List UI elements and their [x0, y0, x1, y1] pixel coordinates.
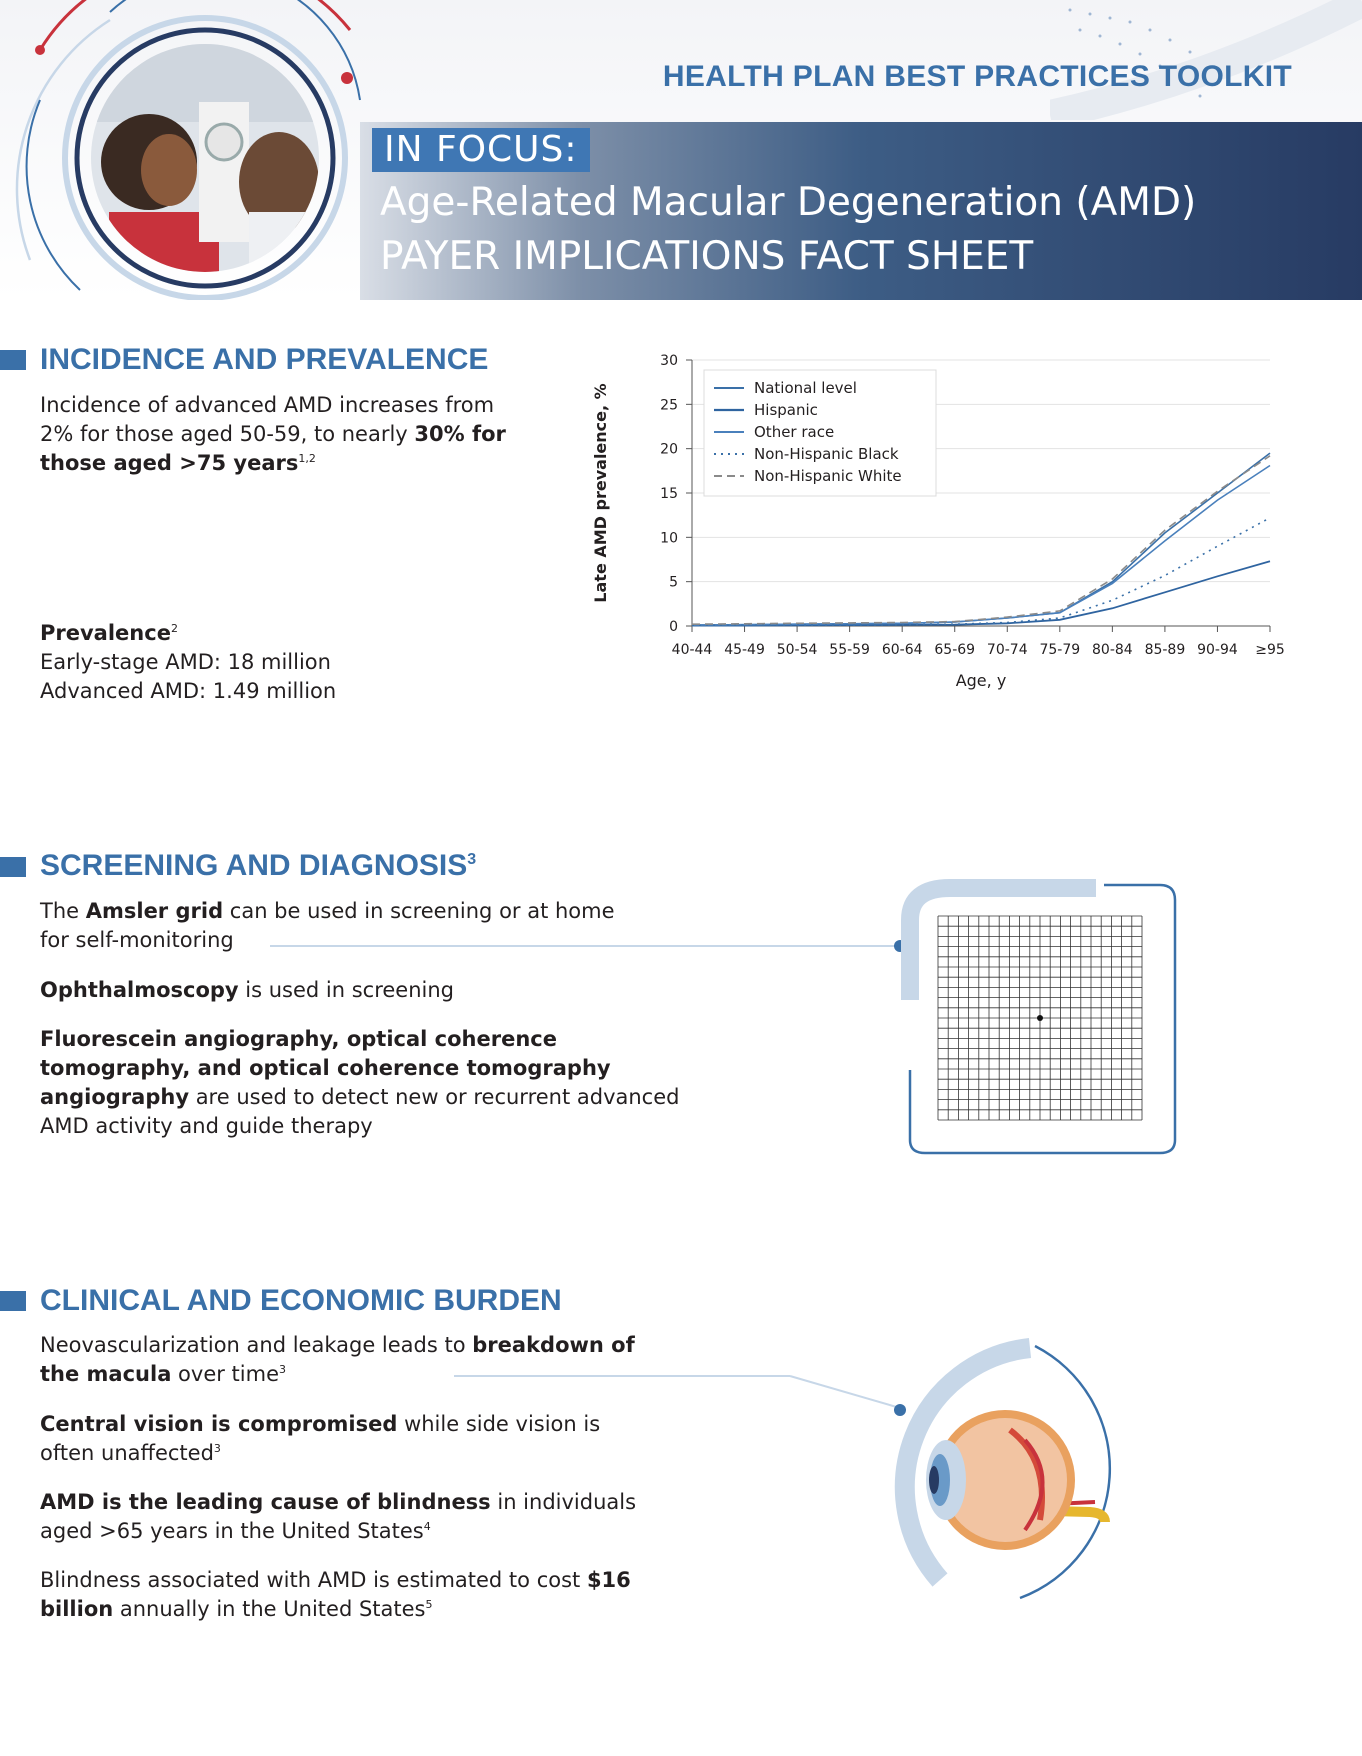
- legend-label: National level: [754, 379, 857, 397]
- toolkit-title: HEALTH PLAN BEST PRACTICES TOOLKIT: [662, 60, 1292, 93]
- page-subtitle: PAYER IMPLICATIONS FACT SHEET: [380, 234, 1034, 279]
- macula-text: Neovascularization and leakage leads to breakdown of the macula over time$^3$: [40, 1333, 635, 1386]
- series-line: [692, 518, 1270, 626]
- section-marker: [0, 1291, 26, 1311]
- amsler-text: The Amsler grid can be used in screening or at home for self-monitoring: [40, 899, 615, 952]
- prevalence-block: Prevalence$^2$ Early-stage AMD: 18 million Advanced AMD: 1.49 million: [40, 619, 460, 706]
- x-tick-label: 45-49: [724, 642, 765, 658]
- ophthalmoscopy-text: Ophthalmoscopy is used in screening: [40, 978, 455, 1002]
- x-tick-label: 75-79: [1039, 642, 1081, 658]
- in-focus-label: IN FOCUS:: [372, 128, 590, 172]
- incidence-text: Incidence of advanced AMD increases from 2% for those aged 50-59, to nearly 30% for those aged >75 years$^{1,2}$: [40, 393, 506, 475]
- eye-anatomy-icon: [926, 1410, 1105, 1550]
- x-tick-label: 40-44: [671, 642, 713, 658]
- y-tick-label: 10: [660, 530, 678, 547]
- y-tick-label: 20: [660, 441, 678, 458]
- x-tick-label: 80-84: [1092, 642, 1133, 658]
- y-tick-label: 15: [660, 486, 678, 502]
- amsler-grid-graphic: [260, 870, 1320, 1160]
- y-axis-label: Late AMD prevalence, %: [591, 383, 610, 603]
- cost-text: Blindness associated with AMD is estimated to cost $16 billion annually in the United States$^5$: [40, 1568, 631, 1621]
- legend-label: Non-Hispanic White: [754, 467, 902, 485]
- series-line: [692, 561, 1270, 625]
- x-tick-label: 85-89: [1144, 642, 1186, 658]
- angiography-text: Fluorescein angiography, optical coherence tomography, and optical coherence tomography angiography are used to detect new or recurrent advanced AMD activity and guide therapy: [40, 1027, 680, 1138]
- x-tick-label: 55-59: [829, 642, 870, 658]
- y-tick-label: 0: [669, 619, 678, 635]
- x-tick-label: ≥95: [1255, 642, 1285, 658]
- screening-heading: SCREENING AND DIAGNOSIS$^3$: [40, 849, 477, 882]
- y-tick-label: 5: [669, 574, 678, 591]
- central-vision-text: Central vision is compromised while side vision is often unaffected$^3$: [40, 1412, 601, 1465]
- y-tick-label: 25: [660, 397, 678, 414]
- x-tick-label: 65-69: [934, 642, 976, 658]
- legend-label: Non-Hispanic Black: [754, 445, 899, 463]
- x-tick-label: 60-64: [881, 642, 923, 658]
- x-axis-label: Age, y: [955, 671, 1007, 690]
- page-title: Age-Related Macular Degeneration (AMD): [380, 180, 1197, 225]
- early-stage-text: Early-stage AMD: 18 million: [40, 650, 331, 674]
- incidence-heading: INCIDENCE AND PREVALENCE: [40, 343, 489, 376]
- advanced-text: Advanced AMD: 1.49 million: [40, 679, 337, 703]
- x-tick-label: 50-54: [776, 642, 818, 658]
- x-tick-label: 70-74: [986, 642, 1028, 658]
- y-tick-label: 30: [660, 353, 678, 369]
- amsler-center-dot: [1037, 1015, 1043, 1021]
- amsler-grid-icon: [938, 916, 1142, 1120]
- section-marker: [0, 350, 26, 370]
- prevalence-chart: [580, 340, 1300, 790]
- legend-label: Other race: [754, 423, 835, 441]
- legend-label: Hispanic: [754, 401, 818, 419]
- burden-heading: CLINICAL AND ECONOMIC BURDEN: [40, 1284, 562, 1317]
- blindness-text: AMD is the leading cause of blindness in individuals aged >65 years in the United States$^4$: [40, 1490, 637, 1543]
- section-marker: [0, 857, 26, 877]
- x-tick-label: 90-94: [1197, 642, 1238, 658]
- eye-exam-photo: [89, 42, 321, 274]
- eye-anatomy-graphic: [450, 1330, 1150, 1600]
